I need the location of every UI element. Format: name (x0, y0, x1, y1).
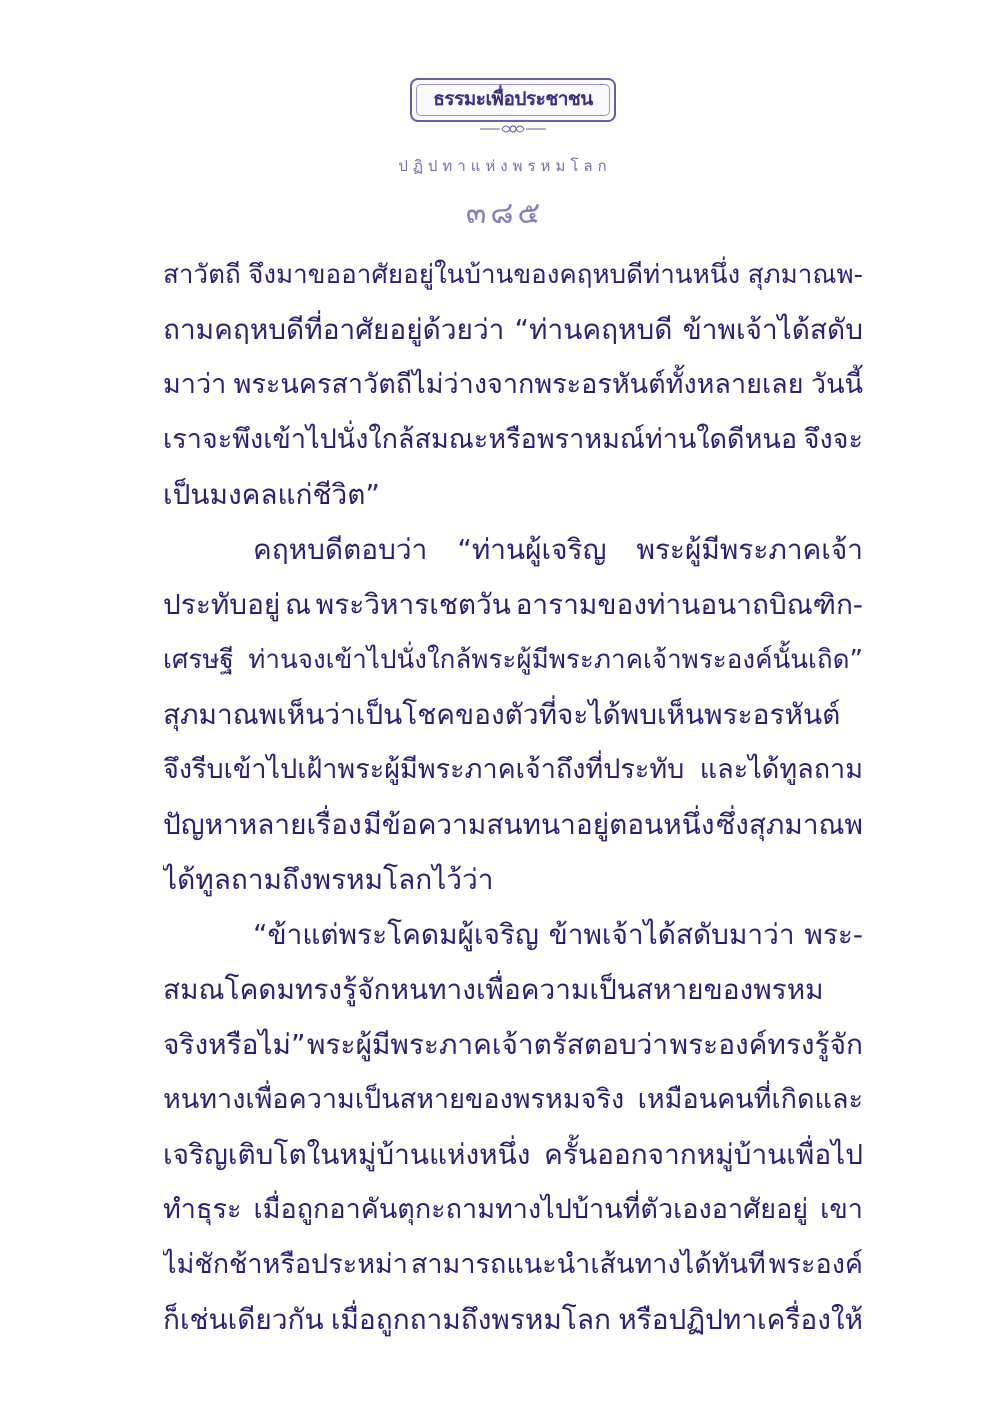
text-line-14 (163, 965, 863, 1015)
word: สมณโคดมทรงรู้จักหนทางเพื่อความเป็นสหายของพรหม (163, 973, 824, 1006)
logo-title: ธรรมะเพื่อประชาชน (433, 88, 593, 110)
word: เหมือนคนที่เกิดและ (637, 1084, 863, 1115)
word: ข้าพเจ้าได้สดับมาว่า (548, 918, 795, 951)
word: สาวัตถี (163, 260, 241, 290)
word: อารามของท่านอนาถบิณฑิก- (515, 588, 863, 621)
word: มาว่า (163, 369, 227, 400)
word: เมื่อถูกถามถึงพรหมโลก (330, 1303, 611, 1336)
text-line-5: เป็นมงคลแก่ชีวิต” (163, 478, 380, 511)
word: ก็เช่นเดียวกัน (163, 1303, 324, 1336)
word: “ท่านผู้เจริญ (457, 533, 607, 566)
text-line-9 (163, 690, 863, 740)
text-line-4 (163, 415, 863, 465)
ornament-icon (478, 122, 548, 136)
word: หนทางเพื่อความเป็นสหายของพรหมจริง (163, 1084, 625, 1115)
word: ถามคฤหบดีที่อาศัยอยู่ด้วยว่า (163, 313, 505, 346)
word: พระผู้มีพระภาคเจ้า (636, 533, 863, 566)
word: สุภมาณพเห็นว่าเป็นโชคของตัวที่จะได้พบเห็นพระอรหันต์ (163, 698, 841, 731)
word: จึงจะ (803, 424, 863, 455)
text-line-17 (163, 1130, 863, 1180)
word: คฤหบดีตอบว่า (253, 533, 428, 566)
word: มีข้อความสนทนาอยู่ตอนหนึ่ง (363, 808, 715, 841)
word: เราจะพึงเข้าไปนั่งใกล้สมณะหรือพราหมณ์ท่านใดดีหนอ (163, 424, 798, 455)
word: ซึ่งสุภมาณพ (716, 808, 863, 841)
text-line-6 (163, 525, 863, 575)
word: ข้าพเจ้าได้สดับ (682, 313, 863, 346)
word: ไม่ชักช้าหรือประหม่า (163, 1249, 408, 1280)
word: พระองค์ทรงรู้จัก (669, 1028, 863, 1061)
text-line-3 (163, 360, 863, 410)
page-number: ๓๘๕ (465, 196, 545, 231)
text-line-18 (163, 1185, 863, 1235)
word: และได้ทูลถาม (699, 754, 863, 785)
text-line-2 (163, 305, 863, 355)
book-logo (410, 78, 618, 136)
text-line-20 (163, 1295, 863, 1345)
word: เมื่อถูกอาคันตุกะถามทางไปบ้านที่ตัวเองอาศัยอยู่ (253, 1194, 809, 1225)
word: วันนี้ (810, 369, 863, 400)
word: “ข้าแต่พระโคดมผู้เจริญ (253, 918, 539, 951)
word: พระนครสาวัตถีไม่ว่างจากพระอรหันต์ทั้งหลายเลย (233, 369, 804, 400)
text-line-1 (163, 250, 863, 300)
word: จึงมาขออาศัยอยู่ในบ้านของคฤหบดีท่านหนึ่ง (248, 260, 741, 290)
word: ครั้นออกจากหมู่บ้านเพื่อไป (544, 1138, 863, 1171)
word: “ท่านคฤหบดี (514, 313, 673, 346)
word: จึงรีบเข้าไปเฝ้าพระผู้มีพระภาคเจ้าถึงที่ประทับ (163, 754, 685, 785)
chapter-subtitle: ปฏิปทาแห่งพรหมโลก (398, 157, 612, 175)
text-line-10 (163, 745, 863, 795)
word: ทำธุระ (163, 1194, 242, 1225)
word: สามารถแนะนำเส้นทางได้ทันที (410, 1249, 766, 1280)
word: เศรษฐี (163, 645, 234, 675)
text-line-7 (163, 580, 863, 630)
word: เขา (820, 1194, 863, 1225)
word: ณ (285, 588, 312, 621)
word: พระองค์ (768, 1249, 863, 1280)
text-line-16 (163, 1075, 863, 1125)
word: หรือปฏิปทาเครื่องให้ (618, 1303, 863, 1336)
word: จริงหรือไม่” (163, 1028, 306, 1061)
word: พระ- (804, 918, 863, 951)
text-line-19 (163, 1240, 863, 1290)
word: พระผู้มีพระภาคเจ้าตรัสตอบว่า (307, 1028, 669, 1061)
word: ประทับอยู่ (163, 588, 281, 621)
word: ปัญหาหลายเรื่อง (163, 808, 362, 841)
text-line-13 (163, 910, 863, 960)
text-line-8 (163, 635, 863, 685)
word: สุภมาณพ- (747, 260, 863, 290)
text-line-11 (163, 800, 863, 850)
text-line-15 (163, 1020, 863, 1070)
word: ท่านจงเข้าไปนั่งใกล้พระผู้มีพระภาคเจ้าพระองค์นั้นเถิด” (248, 645, 863, 675)
word: เจริญเติบโตในหมู่บ้านแห่งหนึ่ง (163, 1138, 531, 1171)
word: พระวิหารเชตวัน (315, 588, 511, 621)
text-line-12: ได้ทูลถามถึงพรหมโลกไว้ว่า (163, 863, 494, 896)
